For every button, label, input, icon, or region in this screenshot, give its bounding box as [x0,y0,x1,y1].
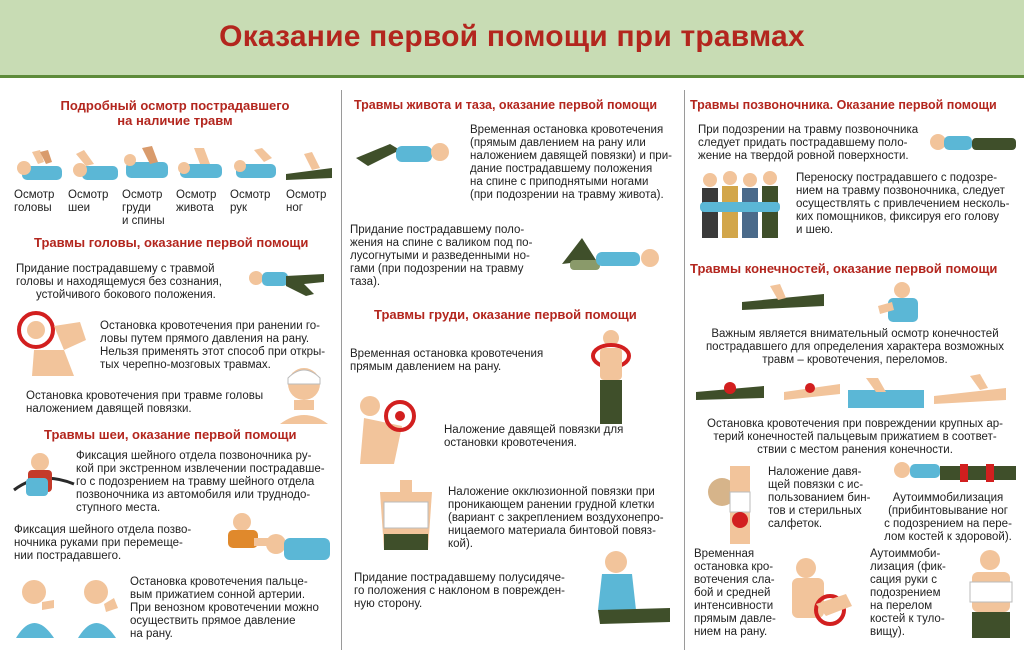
pelvis-position-image [556,230,668,274]
neck-text-3: Остановка кровотечения пальце- вым прижатием сонной артерии. При венозном кровотечении можно осуществить прямое давление на рану. [130,576,319,640]
exam-chest-image [122,146,172,184]
limb-text-2: Остановка кровотечения при повреждении крупных ар- терий конечностей пальцевым прижатием в соответ- ствии с местом ранения конечности. [707,418,1003,456]
neck-car-fixation-image [10,450,76,508]
exam-title [50,98,300,128]
spine-injury-title: Травмы позвоночника. Оказание первой помощи [690,98,997,112]
limb-injury-title: Травмы конечностей, оказание первой помощи [690,261,998,276]
head-text-2: Остановка кровотечения при ранении го- ловы путем прямого давления на рану. Нельзя применять этот способ при откры- тых черепно-мозговых травмах. [100,320,326,371]
chest-text-2: Наложение давящей повязки для остановки кровотечения. [444,424,624,449]
exam-neck-image [68,148,120,184]
column-divider [341,90,342,650]
limb-text-3: Наложение давя- щей повязки с ис- пользованием бин- тов и стерильных салфеток. [768,466,871,530]
exam-head-image [14,148,66,184]
exam-label-chest: Осмотр груди и спины [122,189,165,227]
occlusive-dressing-image [374,478,438,550]
column-divider [684,90,685,650]
head-bandage-image [276,360,332,424]
recovery-position-image [244,264,328,298]
neck-hands-fixation-image [214,508,332,568]
exam-label-legs: Осмотр ног [286,189,327,214]
artery-thigh-image [846,378,926,412]
arm-exam-image [872,280,934,324]
limb-text-1: Важным является внимательный осмотр конечностей пострадавшего для определения характера возможных травм – кровотечения, переломов. [705,328,1005,366]
pressure-bandage-image [700,462,758,546]
neck-text-1: Фиксация шейного отдела позвоночника ру- кой при экстренном извлечении пострадавше- го с подозрением на травму шейного отдела позвоночника из автомобиля или труднодо- ступного места. [76,450,325,514]
exam-label-arms: Осмотр рук [230,189,271,214]
limb-text-5: Временная остановка кро- вотечения сла- бой и средней интенсивности прямым давле- нием на рану. [694,548,776,638]
abdomen-text-2: Придание пострадавшему поло- жения на спине с валиком под по- лусогнутыми и разведенными но- гами (при подозрении на травму таза). [350,224,533,288]
lying-flat-image [928,128,1020,162]
group-carry-image [696,170,784,240]
limb-text-6: Аутоиммоби- лизация (фик- сация руки с подозрением на перелом костей к туло- вищу). [870,548,946,638]
page-header [0,0,1024,78]
head-text-1: Придание пострадавшему с травмой головы и находящемуся без сознания, устойчивого бокового положения. [16,263,222,301]
exam-title-line: Подробный осмотр пострадавшего [60,98,290,113]
standing-pressure-image [586,328,636,428]
leg-exam-image [740,284,828,314]
artery-shoulder-image [930,372,1010,408]
head-pressure-image [14,306,88,378]
chest-text-4: Придание пострадавшему полусидяче- го положения с наклоном в поврежден- ную сторону. [354,572,565,610]
spine-text-1: При подозрении на травму позвоночника следует придать пострадавшему поло- жение на твердой ровной поверхности. [698,124,919,162]
chest-bandage-image [354,386,428,464]
exam-legs-image [284,150,336,184]
carotid-pressure-image [10,574,122,638]
direct-pressure-image [786,554,862,644]
exam-abdomen-image [176,146,226,184]
neck-text-2: Фиксация шейного отдела позво- ночника руками при перемеще- нии пострадавшего. [14,524,192,562]
page-title: Оказание первой помощи при травмах [219,20,805,53]
exam-label-abdomen: Осмотр живота [176,189,217,214]
limb-text-4: Аутоиммобилизация (прибинтовывание ног с подозрением на пере- лом костей к здоровой). [884,492,1012,543]
exam-title-line: на наличие травм [117,113,233,128]
head-injury-title: Травмы головы, оказание первой помощи [34,235,309,250]
chest-injury-title: Травмы груди, оказание первой помощи [374,307,637,322]
head-text-3: Остановка кровотечения при травме головы наложением давящей повязки. [26,390,264,415]
exam-arms-image [230,146,280,184]
neck-injury-title: Травмы шеи, оказание первой помощи [44,427,297,442]
spine-text-2: Переноску пострадавшего с подозре- нием на травму позвоночника, следует осуществлять с привлечением несколь- ких помощников, фиксируя его голову и шею. [796,172,1010,236]
artery-arm-image [780,372,844,404]
exam-label-neck: Осмотр шеи [68,189,109,214]
abdomen-text-1: Временная остановка кровотечения (прямым давлением на рану или наложением давящей повязки) и при- дание пострадавшему положения на спине с приподнятыми ногами (при подозрении на травму живота). [470,124,672,201]
legs-raised-image [350,128,466,174]
half-sitting-image [576,546,680,642]
exam-label-head: Осмотр головы [14,189,55,214]
artery-leg-image [694,372,766,404]
chest-text-3: Наложение окклюзионной повязки при проникающем ранении грудной клетки (вариант с закреплением воздухонепро- ницаемого материала бинтовой повяз- кой). [448,486,664,550]
arm-immobilization-image [962,548,1020,640]
abdomen-injury-title: Травмы живота и таза, оказание первой помощи [354,98,658,112]
chest-text-1: Временная остановка кровотечения прямым давлением на рану. [350,348,544,373]
leg-splint-image [890,456,1018,488]
